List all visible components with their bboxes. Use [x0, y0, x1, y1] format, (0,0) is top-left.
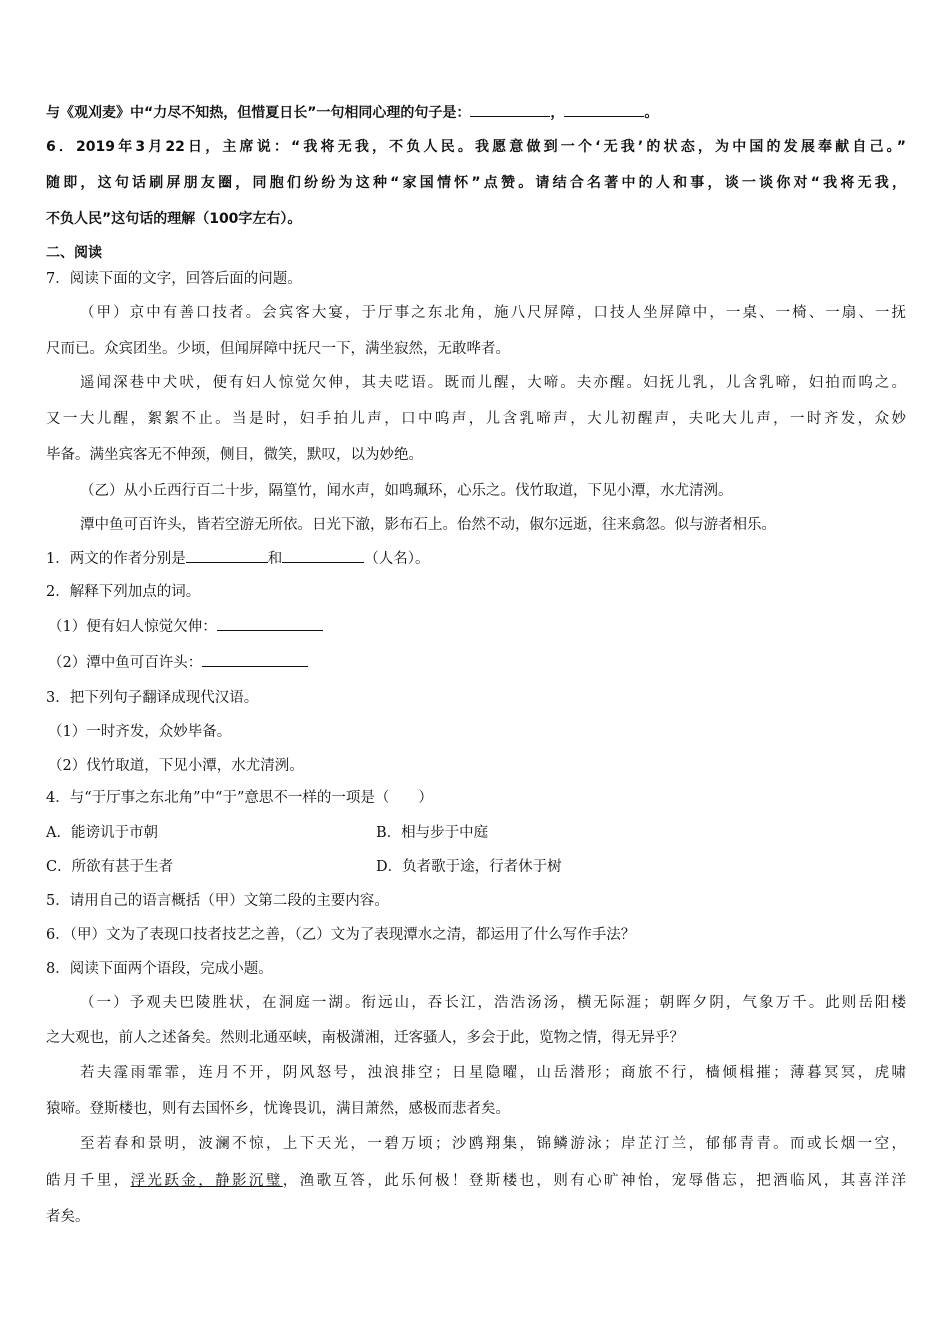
q7-sub-6: 6．（甲）文为了表现口技者技艺之善，（乙）文为了表现潭水之清，都运用了什么写作手法？	[46, 927, 636, 943]
q7-options-row-2	[46, 856, 906, 878]
q7-sub-5: 5．请用自己的语言概括（甲）文第二段的主要内容。	[46, 893, 389, 909]
q6-line-2: 随即，这句话刷屏朋友圈，同胞们纷纷为这种“家国情怀”点赞。请结合名著中的人和事，谈一谈你对“我将无我，	[46, 175, 906, 191]
q7-sub-1: 1．两文的作者分别是 和 （人名）。	[46, 547, 906, 570]
q6-line-1: 6．2019年3月22日，主席说：“我将无我，不负人民。我愿意做到一个‘无我’的状态，为中国的发展奉献自己。”	[46, 139, 906, 155]
q7-options-row-1	[46, 822, 906, 844]
jia-paragraph-1-line-1: （甲）京中有善口技者。会宾客大宴，于厅事之东北角，施八尺屏障，口技人坐屏障中，一桌、一椅、一扇、一抚	[80, 305, 906, 321]
jia-paragraph-2-line-1: 遥闻深巷中犬吠，便有妇人惊觉欠伸，其夫呓语。既而儿醒，大啼。夫亦醒。妇抚儿乳，儿含乳啼，妇拍而呜之。	[80, 375, 906, 391]
jia-paragraph-2-line-2: 又一大儿醒，絮絮不止。当是时，妇手拍儿声，口中呜声，儿含乳啼声，大儿初醒声，夫叱大儿声，一时齐发，众妙	[46, 411, 906, 427]
q8-paragraph-1-line-1: （一）予观夫巴陵胜状，在洞庭一湖。衔远山，吞长江，浩浩汤汤，横无际涯；朝晖夕阴，气象万千。此则岳阳楼	[80, 995, 906, 1011]
q7-sub-3-1: （1）一时齐发，众妙毕备。	[48, 724, 232, 740]
q7-sub-3: 3．把下列句子翻译成现代汉语。	[46, 690, 259, 706]
q7-sub-3-2: （2）伐竹取道，下见小潭，水尤清洌。	[48, 758, 304, 774]
q7-sub-2-2: （2）潭中鱼可百许头：	[48, 651, 906, 674]
answer-blank[interactable]	[282, 547, 364, 563]
q7-sub-4: 4．与“于厅事之东北角”中“于”意思不一样的一项是（ ）	[46, 790, 433, 806]
option-b[interactable]: B．相与步于中庭	[376, 825, 489, 841]
q8-paragraph-3-line-1: 至若春和景明，波澜不惊，上下天光，一碧万顷；沙鸥翔集，锦鳞游泳；岸芷汀兰，郁郁青青。而或长烟一空，	[80, 1136, 906, 1152]
q8-paragraph-2-line-1: 若夫霪雨霏霏，连月不开，阴风怒号，浊浪排空；日星隐曜，山岳潜形；商旅不行，樯倾楫摧；薄暮冥冥，虎啸	[80, 1065, 906, 1081]
underlined-phrase: 浮光跃金，静影沉璧	[130, 1173, 283, 1189]
answer-blank[interactable]	[202, 651, 308, 667]
q5-text: 与《观刈麦》中“力尽不知热，但惜夏日长”一句相同心理的句子是：	[46, 105, 471, 121]
answer-blank[interactable]	[217, 615, 323, 631]
jia-paragraph-2-line-3: 毕备。满坐宾客无不伸颈，侧目，微笑，默叹，以为妙绝。	[46, 447, 423, 463]
option-a[interactable]: A．能谤讥于市朝	[46, 825, 158, 841]
section-heading: 二、阅读	[46, 245, 102, 261]
q8-paragraph-3-line-3: 者矣。	[46, 1209, 90, 1225]
option-d[interactable]: D．负者歌于途，行者休于树	[376, 859, 562, 875]
q8-paragraph-3-line-2: 皓月千里，浮光跃金，静影沉璧，渔歌互答，此乐何极！登斯楼也，则有心旷神怡，宠辱偕忘，把酒临风，其喜洋洋	[46, 1173, 907, 1189]
q8-stem: 8．阅读下面两个语段，完成小题。	[46, 961, 273, 977]
q7-stem: 7．阅读下面的文字，回答后面的问题。	[46, 271, 302, 287]
option-c[interactable]: C．所欲有甚于生者	[46, 859, 174, 875]
q8-paragraph-1-line-2: 之大观也，前人之述备矣。然则北通巫峡，南极潇湘，迁客骚人，多会于此，览物之情，得无异乎？	[46, 1030, 684, 1046]
q8-paragraph-2-line-2: 猿啼。登斯楼也，则有去国怀乡，忧谗畏讥，满目萧然，感极而悲者矣。	[46, 1101, 510, 1117]
yi-paragraph-2: 潭中鱼可百许头，皆若空游无所依。日光下澈，影布石上。佁然不动，俶尔远逝，往来翕忽。似与游者相乐。	[80, 517, 776, 533]
q6-line-3: 不负人民”这句话的理解（100字左右）。	[46, 211, 302, 227]
answer-blank[interactable]	[186, 547, 268, 563]
q7-sub-2: 2．解释下列加点的词。	[46, 584, 201, 600]
jia-paragraph-1-line-2: 尺而已。众宾团坐。少顷，但闻屏障中抚尺一下，满坐寂然，无敢哗者。	[46, 341, 510, 357]
q7-sub-2-1: （1）便有妇人惊觉欠伸：	[48, 615, 906, 638]
answer-blank[interactable]	[470, 101, 550, 117]
q5-line: 与《观刈麦》中“力尽不知热，但惜夏日长”一句相同心理的句子是： ， 。	[46, 101, 906, 124]
answer-blank[interactable]	[564, 101, 644, 117]
yi-paragraph-1: （乙）从小丘西行百二十步，隔篁竹，闻水声，如鸣珮环，心乐之。伐竹取道，下见小潭，水尤清洌。	[80, 483, 733, 499]
